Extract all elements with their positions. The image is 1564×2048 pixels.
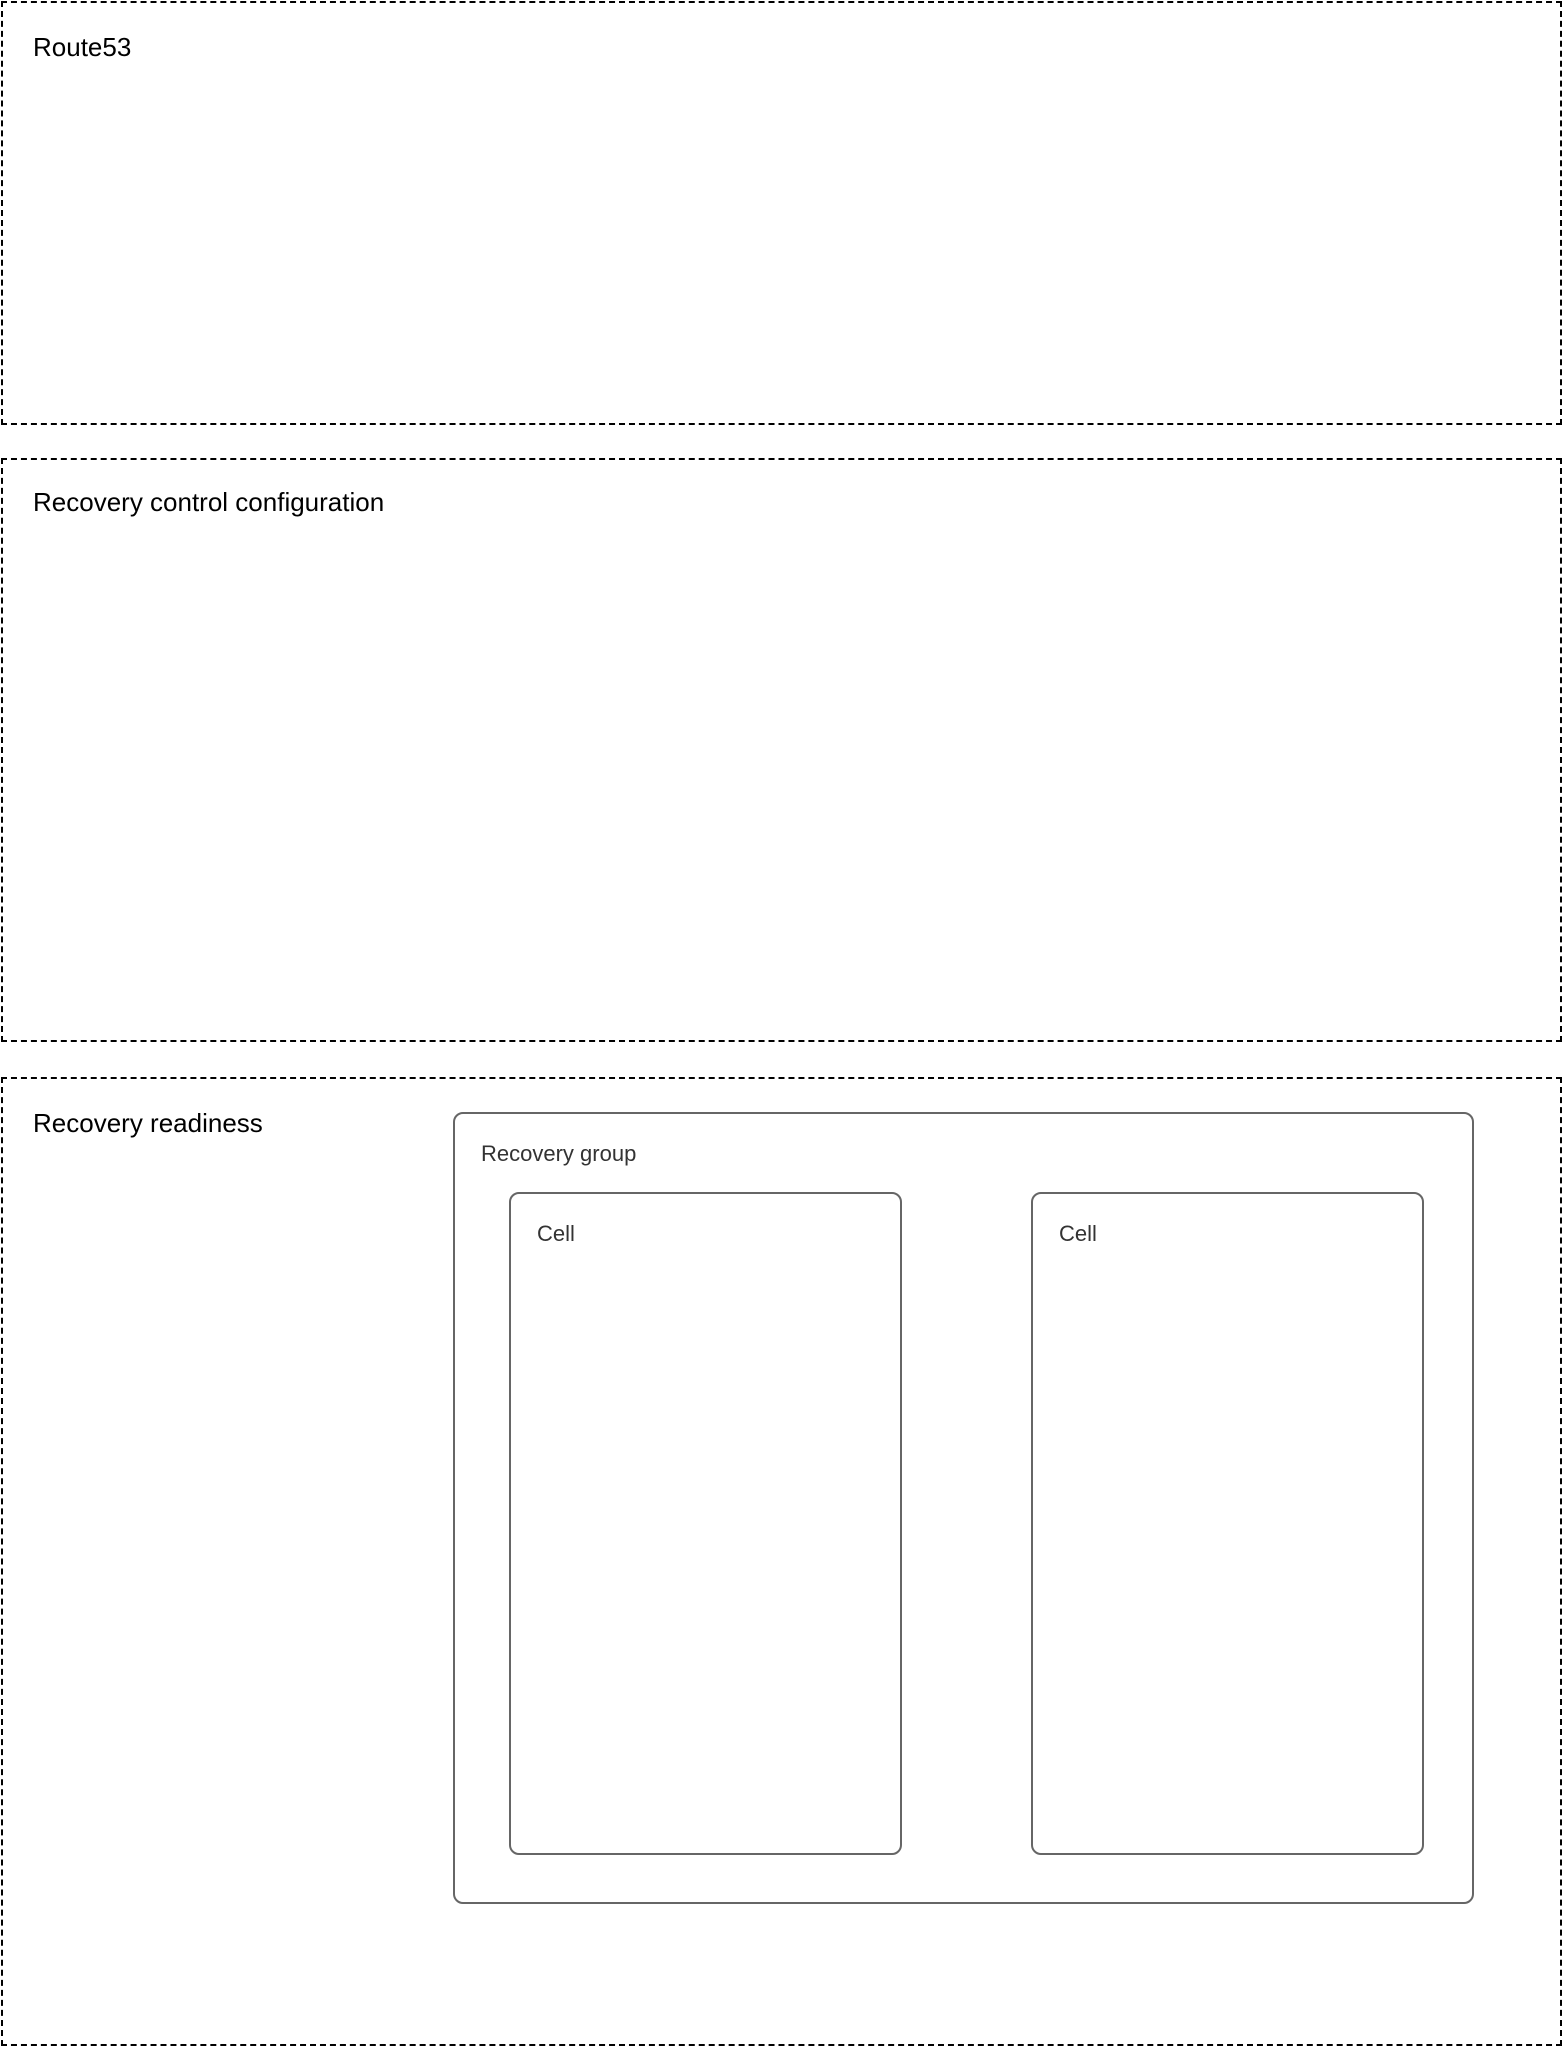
cell-label-2: Cell <box>1059 1221 1097 1246</box>
cell-box-1 <box>509 1192 902 1855</box>
recovery-control-configuration-zone <box>1 458 1562 1042</box>
recovery-readiness-zone-label: Recovery readiness <box>33 1108 263 1138</box>
cell-label-1: Cell <box>537 1221 575 1246</box>
recovery-group-label: Recovery group <box>481 1141 637 1166</box>
recovery-control-configuration-zone-label: Recovery control configuration <box>33 487 385 517</box>
route53-zone-label: Route53 <box>33 32 132 62</box>
route53-zone <box>1 1 1562 425</box>
cell-box-2 <box>1031 1192 1424 1855</box>
